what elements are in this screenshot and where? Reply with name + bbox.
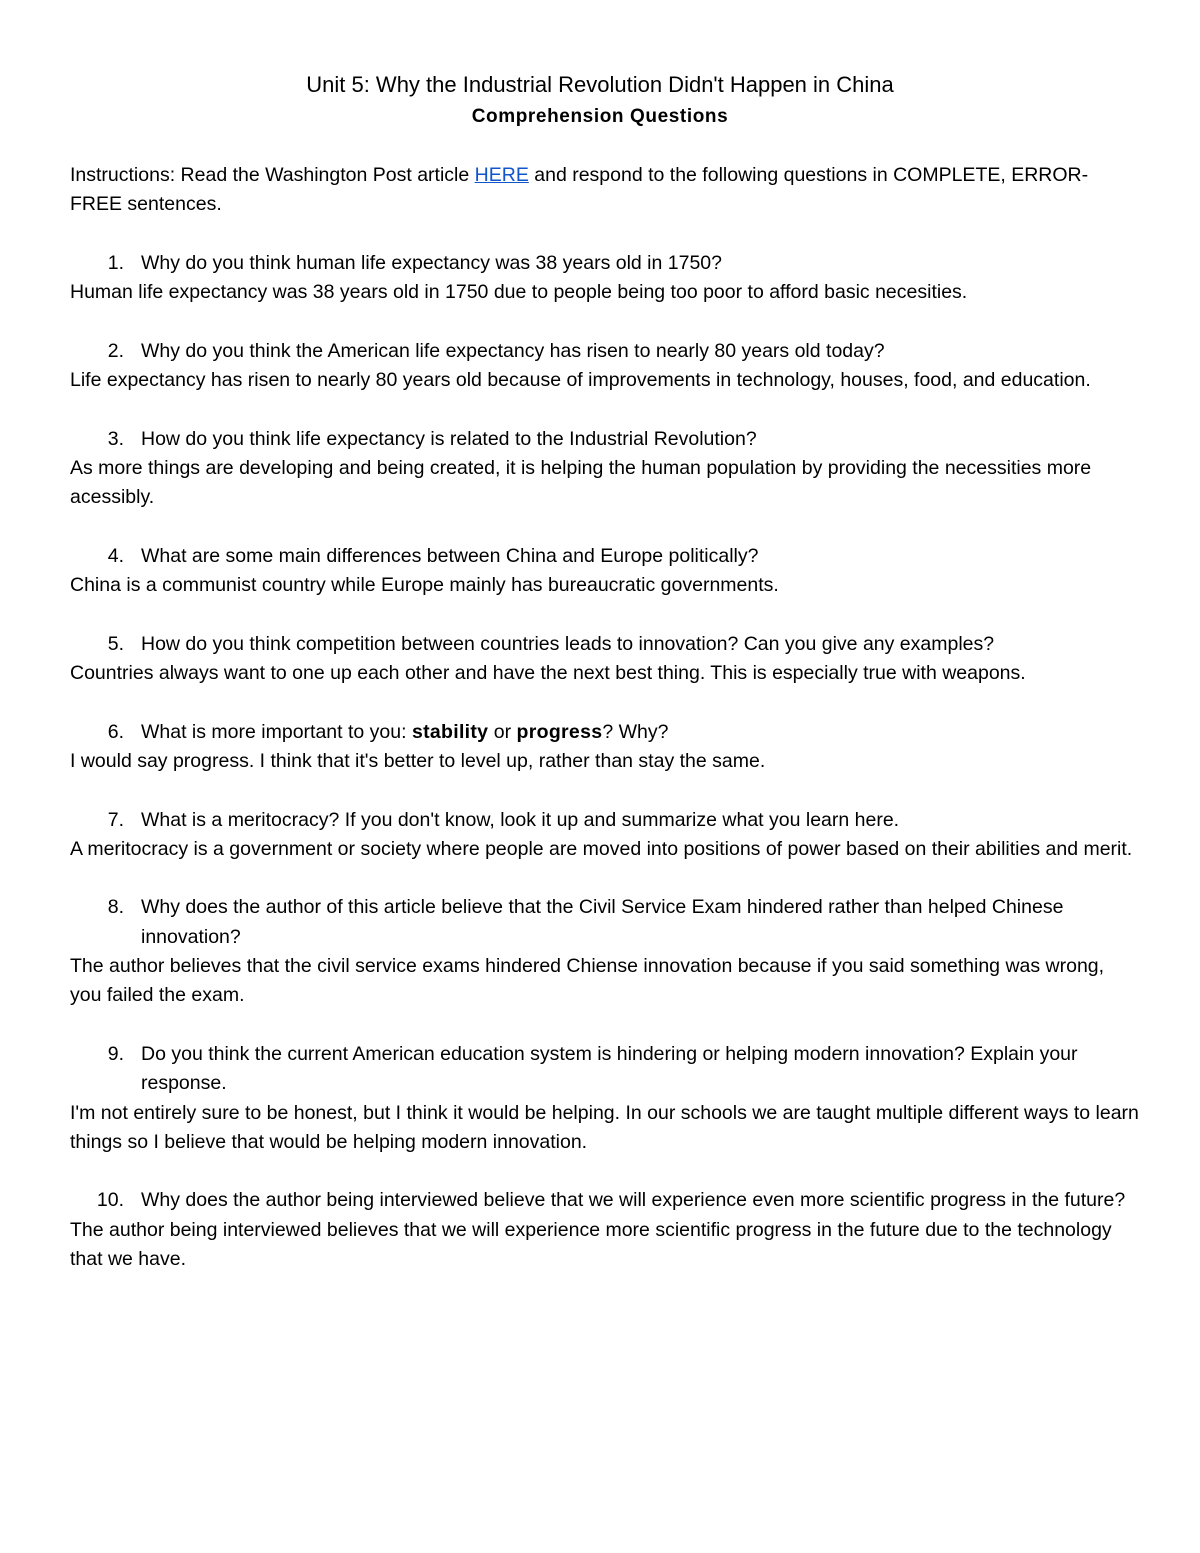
page-subtitle: Comprehension Questions — [471, 106, 729, 127]
question-block-4 — [70, 542, 1140, 601]
instructions-text-start: Instructions: Read the Washington Post article — [70, 164, 475, 186]
question-text — [70, 806, 1140, 835]
question-prompt: Do you think the current American education system is hindering or helping modern innovation? Explain your response. — [141, 1042, 1078, 1095]
instructions-text-end: and respond to the following questions in COMPLETE, ERROR-FREE sentences. — [70, 164, 1089, 216]
question-text — [70, 425, 1140, 454]
page-title: Unit 5: Why the Industrial Revolution Didn't Happen in China — [306, 72, 894, 97]
question-number: 10. — [96, 1189, 124, 1212]
question-prompt: How do you think life expectancy is related to the Industrial Revolution? — [141, 427, 757, 450]
question-text — [70, 1186, 1140, 1215]
question-prompt: Why do you think the American life expectancy has risen to nearly 80 years old today? — [141, 339, 885, 362]
answer-text: Human life expectancy was 38 years old in 1750 due to people being too poor to afford basic necesities. — [70, 281, 968, 304]
question-block-7 — [70, 806, 1140, 865]
answer-text: Life expectancy has risen to nearly 80 years old because of improvements in technology, houses, food, and education. — [70, 369, 1091, 392]
answer-text: The author believes that the civil service exams hindered Chiense innovation because if you said something was wrong, you failed the exam. — [70, 955, 1105, 1007]
question-block-3 — [70, 425, 1140, 513]
question-text — [70, 249, 1140, 278]
article-link[interactable]: HERE — [474, 164, 529, 186]
question-prompt: How do you think competition between countries leads to innovation? Can you give any examples? — [141, 632, 995, 655]
question-number: 3. — [107, 427, 124, 450]
emphasis-stability: stability — [411, 720, 489, 743]
answer-text: Countries always want to one up each other and have the next best thing. This is especially true with weapons. — [70, 662, 1026, 685]
question-block-2 — [70, 337, 1140, 396]
question-text — [70, 542, 1140, 571]
emphasis-progress: progress — [516, 720, 603, 743]
answer-text: I'm not entirely sure to be honest, but I think it would be helping. In our schools we are taught multiple different ways to learn things so I believe that would be helping modern innovation. — [70, 1101, 1139, 1153]
instructions — [70, 161, 1140, 220]
question-block-1 — [70, 249, 1140, 308]
question-block-8 — [70, 893, 1140, 1010]
document-body — [70, 161, 1140, 1274]
answer-text: China is a communist country while Europe mainly has bureaucratic governments. — [70, 574, 779, 597]
question-number: 9. — [107, 1042, 124, 1065]
question-block-5 — [70, 630, 1140, 689]
question-prompt: Why do you think human life expectancy was 38 years old in 1750? — [141, 251, 723, 274]
question-prompt: What is a meritocracy? If you don't know, look it up and summarize what you learn here. — [141, 808, 900, 831]
answer-text: A meritocracy is a government or society where people are moved into positions of power based on their abilities and merit. — [70, 837, 1133, 860]
question-prompt: Why does the author being interviewed believe that we will experience even more scientific progress in the future? — [141, 1189, 1126, 1212]
question-block-10 — [70, 1186, 1140, 1274]
question-prompt-part: What is more important to you: — [141, 720, 412, 743]
question-text — [70, 893, 1140, 952]
question-prompt: Why does the author of this article believe that the Civil Service Exam hindered rather than helped Chinese innovation? — [141, 896, 1064, 948]
question-block-6 — [70, 718, 1140, 777]
question-number: 7. — [107, 808, 124, 831]
question-number: 4. — [107, 544, 124, 567]
question-prompt: What are some main differences between China and Europe politically? — [141, 544, 759, 567]
question-number: 5. — [107, 632, 124, 655]
question-prompt-part: or — [488, 720, 517, 743]
question-prompt-part: ? Why? — [602, 720, 669, 743]
question-number: 6. — [107, 720, 124, 743]
question-number: 1. — [107, 251, 124, 274]
question-text — [70, 337, 1140, 366]
answer-text: The author being interviewed believes that we will experience more scientific progress in the future due to the technology that we have. — [70, 1218, 1112, 1270]
question-block-9 — [70, 1040, 1140, 1157]
question-text — [70, 1040, 1140, 1099]
question-text — [70, 718, 1140, 747]
question-text — [70, 630, 1140, 659]
question-number: 2. — [107, 339, 124, 362]
question-number: 8. — [107, 896, 124, 919]
answer-text: I would say progress. I think that it's better to level up, rather than stay the same. — [70, 749, 766, 772]
answer-text: As more things are developing and being created, it is helping the human population by providing the necessities more acessibly. — [70, 456, 1092, 509]
